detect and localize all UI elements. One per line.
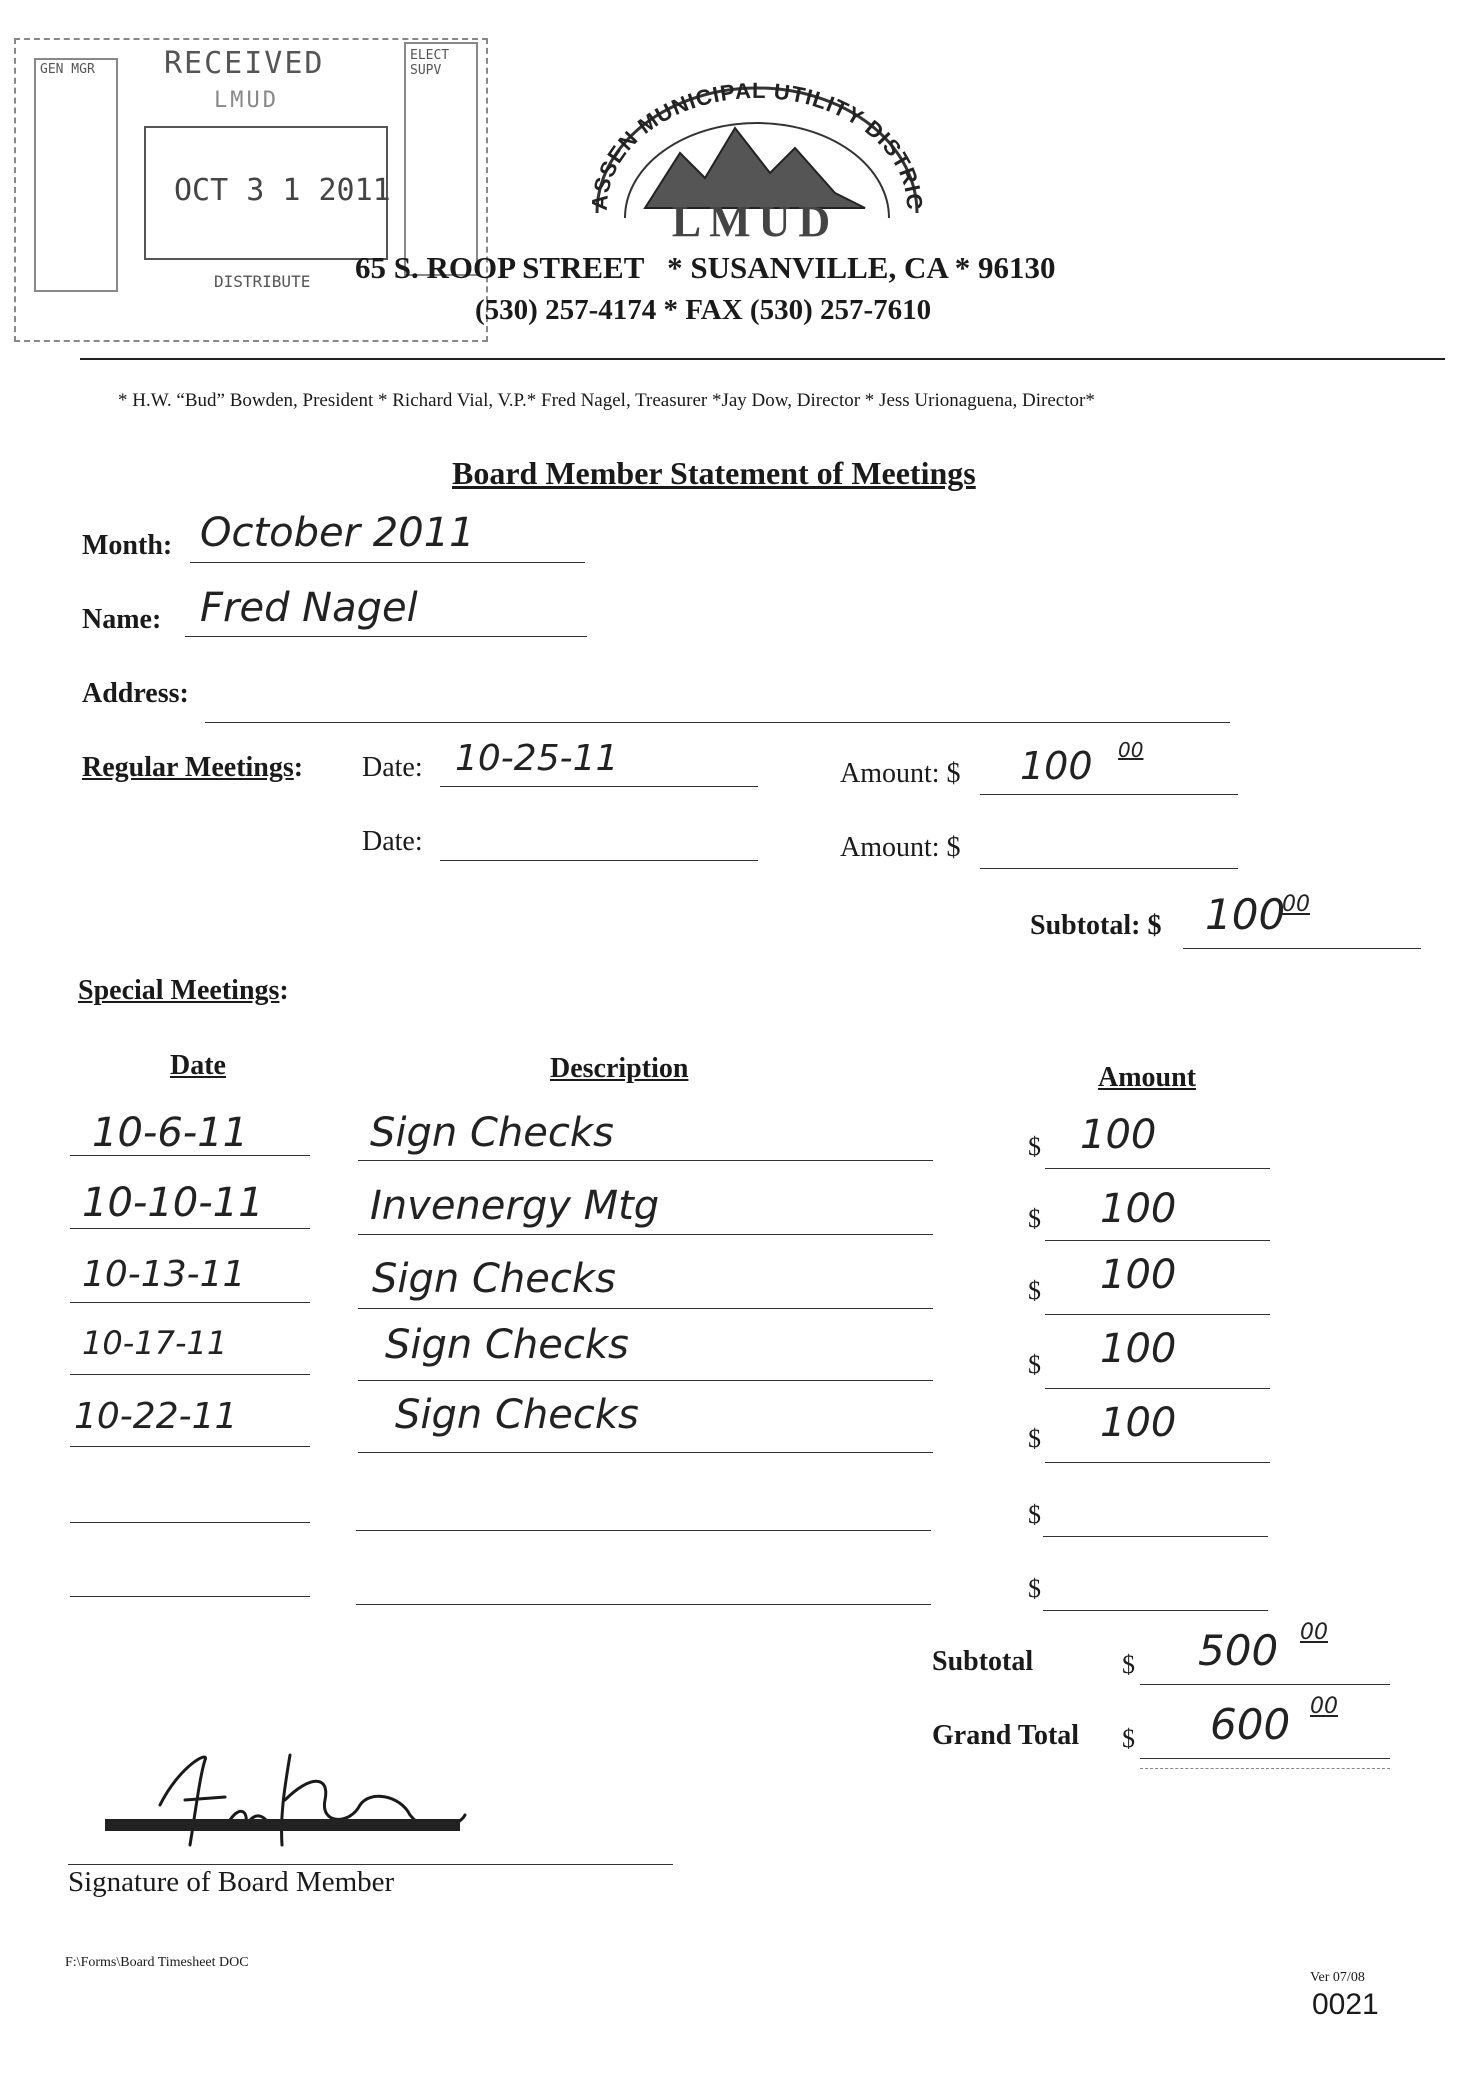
special-subtotal-cents: 00 — [1300, 1620, 1328, 1645]
special-meetings-title: Special Meetings — [78, 975, 280, 1006]
special-date-line — [70, 1596, 310, 1597]
stamp-left-box — [34, 58, 118, 292]
special-date-line — [70, 1302, 310, 1303]
regular-date-label-2: Date: — [362, 826, 423, 857]
special-description-line — [358, 1308, 933, 1309]
special-dollar: $ — [1028, 1424, 1041, 1453]
special-dollar: $ — [1028, 1204, 1041, 1233]
special-dollar: $ — [1028, 1132, 1041, 1161]
logo-arc-text: ASSEN MUNICIPAL UTILITY DISTRIC — [586, 77, 925, 212]
special-dollar: $ — [1028, 1276, 1041, 1305]
special-amount[interactable]: 100 — [1100, 1400, 1177, 1446]
stamp-left-code: GEN MGR — [40, 62, 95, 77]
regular-subtotal-line — [1183, 948, 1421, 949]
name-label: Name: — [82, 604, 162, 635]
special-subtotal-dollar: $ — [1122, 1650, 1135, 1679]
special-date-line — [70, 1446, 310, 1447]
special-description-line — [358, 1234, 933, 1235]
special-amount-line — [1045, 1388, 1270, 1389]
regular-amount-line-1 — [980, 794, 1238, 795]
special-amount-line — [1045, 1240, 1270, 1241]
special-amount[interactable]: 100 — [1100, 1252, 1177, 1298]
special-subtotal-label: Subtotal — [932, 1646, 1034, 1677]
special-date-line — [70, 1155, 310, 1156]
regular-date-value-1[interactable]: 10-25-11 — [455, 738, 619, 779]
regular-date-line-2 — [440, 860, 758, 861]
stamp-distribute: DISTRIBUTE — [214, 272, 311, 291]
special-subtotal-value[interactable]: 500 — [1198, 1626, 1279, 1675]
regular-amount-line-2 — [980, 868, 1238, 869]
special-amount-line — [1043, 1610, 1268, 1611]
month-label: Month: — [82, 530, 173, 561]
regular-date-label-1: Date: — [362, 752, 423, 783]
special-meetings-label — [78, 975, 289, 1007]
special-date-line — [70, 1522, 310, 1523]
special-dollar: $ — [1028, 1574, 1041, 1603]
special-date-line — [70, 1228, 310, 1229]
special-amount-line — [1045, 1462, 1270, 1463]
stamp-received-text: RECEIVED — [164, 46, 325, 81]
logo-letters: LMUD — [671, 197, 839, 246]
signature-caption: Signature of Board Member — [68, 1866, 395, 1898]
header-address: 65 S. ROOP STREET * SUSANVILLE, CA * 96130 — [355, 250, 1056, 285]
special-description[interactable]: Sign Checks — [385, 1322, 629, 1368]
page-number: 0021 — [1312, 1988, 1379, 2021]
special-description[interactable]: Sign Checks — [395, 1392, 639, 1438]
regular-meetings-title: Regular Meetings — [82, 752, 294, 783]
special-subtotal-line — [1140, 1684, 1390, 1685]
regular-subtotal-value[interactable]: 100 — [1205, 890, 1286, 939]
special-amount-line — [1045, 1168, 1270, 1169]
name-value[interactable]: Fred Nagel — [200, 585, 418, 631]
special-date[interactable]: 10-6-11 — [92, 1110, 249, 1156]
stamp-org-text: LMUD — [214, 88, 279, 113]
form-title: Board Member Statement of Meetings — [452, 455, 976, 491]
special-description[interactable]: Invenergy Mtg — [370, 1183, 660, 1229]
address-line — [205, 722, 1230, 723]
special-amount-line — [1043, 1536, 1268, 1537]
grand-total-line — [1140, 1758, 1390, 1759]
stamp-right-code: ELECT SUPV — [410, 48, 450, 78]
special-amount[interactable]: 100 — [1100, 1326, 1177, 1372]
col-header-amount: Amount — [1098, 1062, 1197, 1093]
special-description-line — [358, 1160, 933, 1161]
regular-amount-label-1: Amount: $ — [840, 758, 961, 789]
special-date[interactable]: 10-22-11 — [74, 1396, 238, 1437]
grand-total-label: Grand Total — [932, 1720, 1080, 1751]
month-value[interactable]: October 2011 — [200, 510, 475, 556]
regular-amount-value-1[interactable]: 100 — [1020, 744, 1093, 788]
regular-subtotal-label: Subtotal: $ — [1030, 910, 1162, 941]
special-description-line — [358, 1380, 933, 1381]
grand-total-cents: 00 — [1310, 1694, 1338, 1719]
stamp-date: OCT 3 1 2011 — [174, 173, 391, 208]
received-stamp — [14, 28, 484, 348]
special-description-line — [356, 1530, 931, 1531]
regular-amount-label-2: Amount: $ — [840, 832, 961, 863]
special-dollar: $ — [1028, 1500, 1041, 1529]
regular-amount-cents-1: 00 — [1118, 738, 1144, 762]
board-members-line: * H.W. “Bud” Bowden, President * Richard Vial, V.P.* Fred Nagel, Treasurer *Jay Dow, Director * Jess Urionaguena, Director* — [118, 390, 1095, 411]
regular-date-line-1 — [440, 786, 758, 787]
logo-svg — [585, 58, 925, 248]
special-amount-line — [1045, 1314, 1270, 1315]
grand-total-dashed-line — [1140, 1768, 1390, 1769]
address-label: Address: — [82, 678, 189, 709]
name-line — [185, 636, 587, 637]
special-date-line — [70, 1374, 310, 1375]
footer-path: F:\Forms\Board Timesheet DOC — [65, 1955, 249, 1970]
special-date[interactable]: 10-10-11 — [82, 1180, 264, 1226]
col-header-date: Date — [170, 1050, 226, 1081]
regular-meetings-colon: : — [293, 752, 304, 783]
special-meetings-colon: : — [279, 975, 289, 1006]
special-description[interactable]: Sign Checks — [372, 1256, 616, 1302]
signature-svg — [100, 1745, 480, 1855]
grand-total-value[interactable]: 600 — [1210, 1700, 1291, 1749]
month-line — [190, 562, 585, 563]
signature-line — [68, 1864, 673, 1865]
regular-meetings-label — [82, 752, 303, 784]
special-amount[interactable]: 100 — [1100, 1186, 1177, 1232]
special-description-line — [356, 1604, 931, 1605]
signature-scribble — [100, 1745, 480, 1855]
special-dollar: $ — [1028, 1350, 1041, 1379]
lmud-logo — [585, 58, 925, 248]
header-phone: (530) 257-4174 * FAX (530) 257-7610 — [475, 294, 932, 326]
special-date[interactable]: 10-17-11 — [82, 1324, 228, 1362]
special-description[interactable]: Sign Checks — [370, 1110, 614, 1156]
special-amount[interactable]: 100 — [1080, 1112, 1157, 1158]
regular-subtotal-cents: 00 — [1282, 892, 1310, 917]
special-date[interactable]: 10-13-11 — [82, 1254, 246, 1295]
grand-total-dollar: $ — [1122, 1724, 1135, 1753]
special-description-line — [358, 1452, 933, 1453]
header-divider — [80, 358, 1445, 360]
col-header-description: Description — [550, 1053, 689, 1084]
footer-version: Ver 07/08 — [1310, 1970, 1365, 1985]
